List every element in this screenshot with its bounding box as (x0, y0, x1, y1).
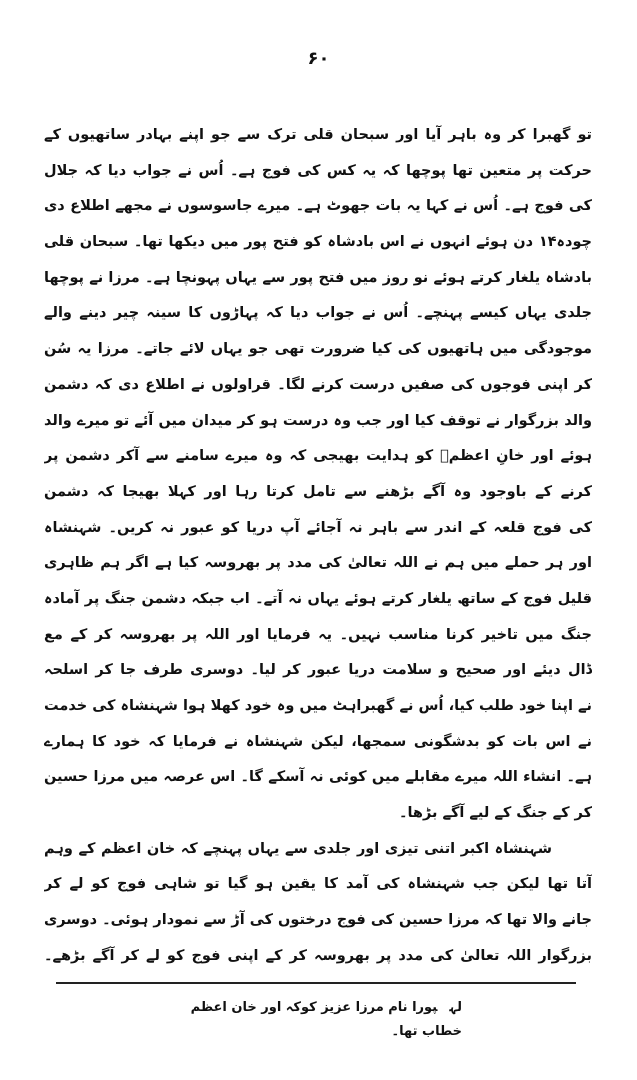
text-line: بادشاہ یلغار کرتے ہوئے نو روز میں فتح پور سے یہاں پہونچا ہے۔ مرزا نے پوچھا (44, 269, 592, 286)
text-line: والد بزرگوار نے توقف کیا اور جب وہ درست ہو کر میدان میں آئے تو میرے والد (44, 412, 592, 429)
footnote-marker: لہ (449, 1000, 462, 1015)
text-line: ڈال دیئے اور صحیح و سلامت دریا عبور کر لیا۔ دوسری طرف جا کر اسلحہ (44, 662, 592, 679)
text-line: نے اپنا خود طلب کیا، اُس نے گھبراہٹ میں وہ خود کھلا ہوا شہنشاہ کی خدمت (44, 698, 592, 714)
text-line: کی فوج ہے۔ اُس نے کہا یہ بات جھوٹ ہے۔ میرے جاسوسوں نے مجھے اطلاع دی (44, 198, 592, 215)
text-line-paragraph-end: کر کے جنگ کے لیے آگے بڑھا۔ (398, 805, 592, 822)
text-line: آتا تھا لیکن جب شہنشاہ کی آمد کا یقین ہو گیا تو شاہی فوج کو لے کر (44, 876, 592, 893)
text-line: جلدی یہاں کیسے پہنچے۔ اُس نے جواب دیا کہ پہاڑوں کا سینہ چیر دینے والے (44, 305, 592, 322)
text-line: چودہ۱۴ دن ہوئے انہوں نے اس بادشاہ کو فتح پور میں دیکھا تھا۔ سبحان قلی (44, 234, 592, 251)
text-line: تو گھبرا کر وہ باہر آیا اور سبحان قلی ترک سے جو اپنے بہادر ساتھیوں کے (44, 127, 592, 143)
page-number: ۶۰ (307, 48, 330, 69)
footnote-text: پورا نام مرزا عزیز کوکہ اور خان اعظم خطاب تھا۔ (190, 1000, 462, 1039)
text-line-paragraph-start: شہنشاہ اکبر اتنی تیزی اور جلدی سے یہاں پہنچے کہ خان اعظم کے وہم (44, 840, 552, 857)
text-line: کرنے کے باوجود وہ آگے بڑھنے سے تامل کرتا رہا اور کہلا بھیجا کہ دشمن (44, 483, 592, 500)
text-line: قلیل فوج کے ساتھ یلغار کرتے ہوئے یہاں نہ آتے۔ اب جبکہ دشمن جنگ پر آمادہ (44, 590, 592, 607)
text-line: موجودگی میں ہاتھیوں کی کیا ضرورت تھی جو یہاں لائے جاتے۔ مرزا یہ سُن (44, 341, 592, 358)
text-line: جانے والا تھا کہ مرزا حسین کی فوج درختوں کی آڑ سے نمودار ہوئی۔ دوسری (44, 912, 592, 929)
text-line: کر اپنی فوجوں کی صفیں درست کرنے لگا۔ قراولوں نے اطلاع دی کہ دشمن (44, 376, 592, 393)
text-line: اور ہر حملے میں ہم نے اللہ تعالیٰ کی مدد پر بھروسہ کیا ہے اگر ہم ظاہری (44, 555, 592, 572)
footnote (150, 996, 462, 1044)
footnote-divider (56, 982, 576, 984)
text-line: کی فوج قلعہ کے اندر سے باہر نہ آجائے آپ دریا کو عبور نہ کریں۔ شہنشاہ (44, 519, 592, 536)
text-line: جنگ میں تاخیر کرنا مناسب نہیں۔ یہ فرمایا اور اللہ پر بھروسہ کر کے مع (44, 626, 592, 643)
text-line: ہے۔ انشاء اللہ میرے مقابلے میں کوئی نہ آسکے گا۔ اس عرصہ میں مرزا حسین (44, 769, 592, 786)
text-line: نے اس بات کو بدشگونی سمجھا، لیکن شہنشاہ نے فرمایا کہ خود کا ہمارے (44, 733, 592, 750)
body-text (44, 118, 592, 975)
text-line: ہوئے اور خانِ اعظمؒ کو ہدایت بھیجی کہ وہ میرے سامنے سے آکر دشمن پر (44, 448, 592, 465)
text-line: بزرگوار اللہ تعالیٰ کی مدد پر بھروسہ کر کے اپنی فوج کو لے کر آگے بڑھے۔ (44, 947, 592, 964)
text-line: حرکت پر متعین تھا پوچھا کہ یہ کس کی فوج ہے۔ اُس نے جواب دیا کہ جلال (44, 162, 592, 179)
